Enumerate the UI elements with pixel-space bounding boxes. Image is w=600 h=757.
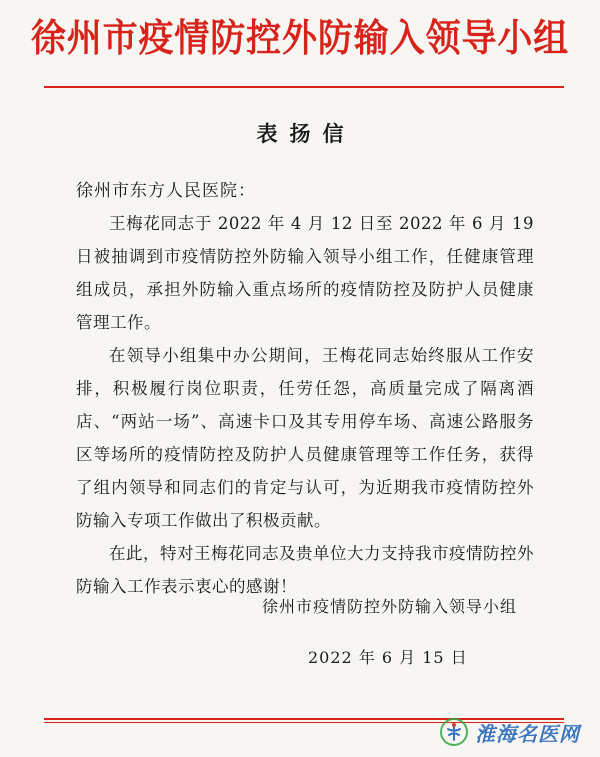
letterhead-divider	[44, 86, 564, 88]
letterhead-title: 徐州市疫情防控外防输入领导小组	[30, 16, 570, 60]
body-paragraph: 在领导小组集中办公期间，王梅花同志始终服从工作安排，积极履行岗位职责，任劳任怨，高质量完成了隔离酒店、“两站一场”、高速卡口及其专用停车场、高速公路服务区等场所的疫情防控及防护人员健康管理等工作任务，获得了组内领导和同志们的肯定与认可，为近期我市疫情防控外防输入专项工作做出了积极贡献。	[76, 346, 534, 530]
signature-date: 2022 年 6 月 15 日	[308, 648, 468, 667]
salutation: 徐州市东方人民医院：	[76, 181, 256, 201]
signature-organization: 徐州市疫情防控外防输入领导小组	[262, 597, 518, 616]
medical-logo-icon	[439, 717, 469, 747]
letter-body	[76, 207, 534, 603]
watermark	[439, 717, 580, 747]
watermark-text: 淮海名医网	[475, 721, 580, 746]
letter-title: 表扬信	[256, 121, 356, 146]
body-paragraph: 王梅花同志于 2022 年 4 月 12 日至 2022 年 6 月 19 日被抽调到市疫情防控外防输入领导小组工作，任健康管理组成员，承担外防输入重点场所的疫情防控及防护人员健康管理工作。	[76, 214, 534, 332]
body-paragraph: 在此，特对王梅花同志及贵单位大力支持我市疫情防控外防输入工作表示衷心的感谢！	[76, 544, 534, 596]
